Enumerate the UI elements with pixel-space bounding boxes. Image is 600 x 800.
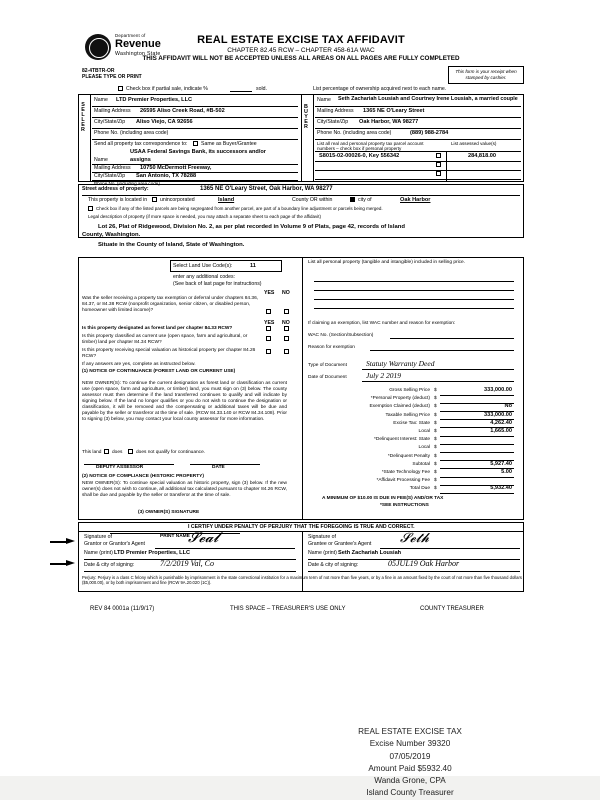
amount-value-3: 333,000.00 [484, 411, 512, 418]
buyer-citystate-label: City/State/Zip [317, 119, 349, 125]
see-back-label: (See back of last page for instructions) [173, 281, 262, 287]
see-instructions-note: *SEE INSTRUCTIONS [380, 503, 429, 508]
amount-label-2: Exemption Claimed (deduct) [369, 404, 430, 410]
amount-value-10: 5.00 [501, 469, 512, 475]
form-number: 82-4TBTR-OR [82, 68, 115, 74]
grantor-date-city-value: 7/2/2019 Val, Co [160, 559, 215, 568]
land-does-not-label: does not qualify for continuance. [136, 450, 206, 455]
q2-no-checkbox[interactable] [284, 326, 289, 331]
taxpayer-name-line2: assigns [130, 157, 151, 163]
form-title: REAL ESTATE EXCISE TAX AFFIDAVIT [197, 34, 405, 46]
legal-line-2: County, Washington. [82, 232, 141, 238]
land-does-label: does [112, 450, 123, 455]
amount-label-9: Subtotal [412, 461, 430, 467]
personal-property-checkbox-2[interactable] [436, 162, 441, 167]
amount-currency-8: $ [434, 453, 437, 459]
street-address-value: 1365 NE O'Leary Street, Oak Harbor, WA 98277 [200, 186, 333, 192]
stamp-line1: REAL ESTATE EXCISE TAX [358, 727, 462, 736]
amount-label-10: *State Technology Fee [381, 470, 430, 475]
assessed-value-value: 284,818.00 [468, 153, 496, 159]
document-date-label: Date of Document [308, 375, 347, 380]
grantee-date-city-label: Date & city of signing: [308, 562, 359, 568]
legal-line-3: Situate in the County of Island, State of Washington. [98, 242, 245, 248]
amount-label-12: Total Due [409, 486, 430, 492]
question-1: Was the seller receiving a property tax exemption or deferral under chapters 84.36, 84.37, or 84.38 RCW (nonprofit organization, senior citizen, or disabled person, homeowner with limited income)? [82, 296, 259, 313]
amount-currency-5: $ [434, 429, 437, 434]
yes-header-1: YES [264, 290, 275, 296]
grantee-signature-label2: Grantee or Grantee's Agent [308, 541, 372, 547]
amount-rule-12 [440, 493, 514, 494]
amount-label-0: Gross Selling Price [389, 388, 430, 393]
seller-name-value: LTD Premier Properties, LLC [116, 97, 193, 103]
amount-label-1: *Personal Property (deduct) [370, 396, 430, 402]
yes-header-2: YES [264, 320, 275, 326]
q3-no-checkbox[interactable] [284, 336, 289, 341]
grantor-signature-arrow [50, 538, 76, 545]
continuance-body: NEW OWNER(S): To continue the current designation as forest land or classification as current use (open space, farm and agriculture, or timber) land, you must sign on (3) below. The county assessor must then determine if the land transferred continues to qualify and will indicate by signing below. If the land no longer qualifies or you do not wish to continue the designation or classification, it will be removed and the compensating or additional taxes will be due and payable by the seller or transferor at the time of sale. (RCW 84.33.140 or RCW 84.34.108). Prior to signing (3) below, you may contact your local county assessor for more information. [82, 381, 287, 422]
document-date-value: July 2 2019 [366, 371, 401, 380]
located-in-label: This property is located in [88, 197, 148, 203]
personal-property-checkbox-3[interactable] [436, 171, 441, 176]
land-use-label: Select Land Use Code(s): [173, 263, 233, 269]
city-checkbox[interactable] [350, 197, 355, 202]
partial-sale-label: Check box if partial sale, indicate % [126, 86, 208, 92]
segregation-checkbox[interactable] [88, 206, 93, 211]
seller-mailing-label: Mailing Address [94, 108, 131, 114]
exemption-reason-label: Reason for exemption [308, 345, 355, 350]
form-subtitle2: THIS AFFIDAVIT WILL NOT BE ACCEPTED UNLESS ALL AREAS ON ALL PAGES ARE FULLY COMPLETED [142, 55, 460, 62]
form-subtitle: CHAPTER 82.45 RCW – CHAPTER 458-61A WAC [227, 47, 375, 54]
seller-side-label: SELLER [80, 102, 86, 132]
city-value: Oak Harbor [400, 197, 431, 203]
amount-label-8: *Delinquent Penalty [387, 453, 430, 459]
taxpayer-mailing-label: Mailing Address [94, 165, 131, 171]
grantor-signature-label: Signature of [84, 534, 112, 540]
buyer-mailing-value: 1365 NE O'Leary Street [363, 108, 425, 114]
amount-currency-2: $ [434, 404, 437, 410]
continuance-heading: (1) NOTICE OF CONTINUANCE (FOREST LAND OR CURRENT USE) [82, 369, 236, 374]
same-as-buyer-checkbox[interactable] [193, 141, 198, 146]
amount-rule-0 [440, 395, 514, 396]
taxpayer-phone-label: Phone No. (including area code) [94, 181, 160, 186]
land-does-checkbox[interactable] [104, 449, 109, 454]
seller-citystate-value: Aliso Viejo, CA 92656 [136, 119, 193, 125]
agency-line2: Revenue [115, 38, 161, 50]
q2-yes-checkbox[interactable] [266, 326, 271, 331]
land-does-not-checkbox[interactable] [128, 449, 133, 454]
document-type-value: Statuty Warranty Deed [366, 359, 435, 368]
amount-value-0: 333,000.00 [484, 387, 512, 393]
compliance-body: NEW OWNER(S): To continue special valuation as historic property, sign (3) below. If the new owner(s) does not wish to continue, all additional tax calculated pursuant to chapter 84.26 RCW, shall be due and payable by the seller or transferor at the time of sale. [82, 481, 287, 498]
amount-label-5: Local [418, 429, 430, 434]
legal-line-1: Lot 26, Plat of Ridgewood, Division No. 2, as per plat recorded in Volume 9 of Plats, page 42, records of Island [98, 224, 405, 230]
perjury-note: Perjury: Perjury is a class C felony which is punishable by imprisonment in the state correctional institution for a maximum term of not more than five years, or by a fine in an amount fixed by the court of not more than five thousand dollars ($5,000.00), or by both imprisonment and fine (RCW 9A.20.020 (1C)). [82, 575, 522, 586]
amount-label-3: Taxable Selling Price [385, 412, 430, 418]
amount-rule-10 [440, 477, 514, 478]
grantee-signature: 𝓢𝓮𝓽𝓱 [400, 530, 430, 545]
agency-line1: Department of [115, 33, 146, 38]
amount-currency-6: $ [434, 437, 437, 443]
amount-currency-9: $ [434, 461, 437, 467]
partial-sale-checkbox[interactable] [118, 86, 123, 91]
compliance-heading: (2) NOTICE OF COMPLIANCE (HISTORIC PROPERTY) [82, 474, 204, 479]
buyer-phone-value: (889) 988-2784 [410, 130, 449, 136]
q4-yes-checkbox[interactable] [266, 349, 271, 354]
grantor-signature-label2: Grantor or Grantor's Agent [84, 541, 145, 547]
form-rev: REV 84 0001a (11/9/17) [90, 606, 155, 612]
parcel-header-line1: List all real and personal property tax parcel account [317, 141, 424, 146]
unincorporated-label: unincorporated [160, 197, 195, 203]
grantee-name-print-label: Name (print) [308, 550, 337, 556]
if-any-yes-note: If any answers are yes, complete as instructed below. [82, 362, 196, 367]
amount-value-12: 5,932.40 [490, 485, 512, 492]
buyer-side-label: BUYER [303, 104, 309, 129]
unincorporated-checkbox[interactable] [152, 197, 157, 202]
parcel-number-value: S8015-02-00026-0, Key 556342 [319, 153, 400, 159]
certify-heading: I CERTIFY UNDER PENALTY OF PERJURY THAT THE FOREGOING IS TRUE AND CORRECT. [188, 524, 415, 530]
agency-line3: Washington State [115, 51, 161, 57]
amount-label-7: Local [418, 445, 430, 451]
assessed-value-header: List assessed value(s) [451, 141, 497, 146]
assessor-date-label: DATE [212, 465, 225, 470]
parcel-header-line2: numbers – check box if personal property [317, 146, 402, 151]
stamp-line4: Amount Paid $5932.40 [368, 763, 452, 773]
buyer-name-label: Name [317, 97, 331, 103]
amount-currency-3: $ [434, 412, 437, 418]
no-header-1: NO [282, 290, 290, 296]
grantee-date-city-value: 05JUL19 Oak Harbor [388, 559, 460, 568]
same-as-buyer-label: Same as Buyer/Grantee [201, 141, 257, 147]
taxpayer-name-line1: USAA Federal Savings Bank, its successors and/or [130, 149, 266, 155]
personal-property-list-label: List all personal property (tangible and intangible) included in selling price. [308, 260, 466, 265]
amount-value-2: No [504, 403, 512, 410]
grantor-date-city-label: Date & city of signing: [84, 562, 135, 568]
buyer-phone-label: Phone No. (including area code) [317, 130, 392, 136]
legal-description-note: Legal description of property (if more space is needed, you may attach a separate sheet to each page of the affidavit) [88, 214, 322, 219]
amount-label-6: *Delinquent Interest: State [374, 437, 430, 443]
stamp-line2: Excise Number 39320 [369, 739, 451, 749]
print-name-label: PRINT NAME [160, 534, 190, 539]
grantor-signature: 𝓢𝓮𝓪𝓵 [188, 531, 219, 546]
treasurer-space-label: THIS SPACE – TREASURER'S USE ONLY [230, 606, 346, 612]
amount-currency-1: $ [434, 396, 437, 402]
amount-rule-6 [440, 444, 514, 445]
affidavit-form [70, 28, 532, 728]
segregation-note: Check box if any of the listed parcels are being segregated from another parcel, are part of a boundary line adjustment or parcels being merged. [96, 206, 383, 211]
no-header-2: NO [282, 320, 290, 326]
grantee-signature-label: Signature of [308, 534, 336, 540]
minimum-due-note: A MINIMUM OF $10.00 IS DUE IN FEE(S) AND/OR TAX [322, 496, 444, 501]
deputy-assessor-label: DEPUTY ASSESSOR [96, 465, 144, 470]
treasurer-stamp [285, 726, 535, 800]
buyer-citystate-value: Oak Harbor, WA 98277 [359, 119, 419, 125]
street-address-label: Street address of property: [82, 186, 149, 192]
personal-property-checkbox-1[interactable] [436, 153, 441, 158]
seller-name-label: Name [94, 97, 108, 103]
owner-signature-label: (3) OWNER(S) SIGNATURE [138, 510, 200, 515]
stamp-line6: Island County Treasurer [366, 788, 454, 798]
amount-rule-7 [440, 452, 514, 453]
ownership-percent-note: List percentage of ownership acquired next to each name. [313, 86, 447, 92]
taxpayer-name-label: Name [94, 157, 108, 163]
form-print-instruction: PLEASE TYPE OR PRINT [82, 74, 142, 80]
exemption-claim-label: If claiming an exemption, list WAC number and reason for exemption: [308, 321, 456, 326]
located-county-value: Island [218, 197, 235, 203]
partial-sale-sold: sold. [256, 86, 267, 92]
taxpayer-mailing-value: 10750 McDermott Freeway, [140, 165, 212, 171]
amount-currency-10: $ [434, 470, 437, 475]
grantor-date-arrow [50, 560, 76, 567]
city-of-label: city of [358, 197, 372, 203]
taxpayer-citystate-value: San Antonio, TX 78288 [136, 173, 197, 179]
q3-yes-checkbox[interactable] [266, 336, 271, 341]
land-use-value: 11 [250, 263, 256, 269]
buyer-name-value: Seth Zachariah Lousiah and Courtney Irene Lousiah, a married couple [338, 96, 518, 102]
amount-currency-12: $ [434, 486, 437, 492]
amount-currency-4: $ [434, 420, 437, 426]
q4-no-checkbox[interactable] [284, 349, 289, 354]
amount-currency-0: $ [434, 388, 437, 393]
receipt-stamp-note: This form is your receipt when stamped by cashier. [448, 66, 524, 84]
question-3: Is this property classified as current use (open space, farm and agricultural, or timber) land per chapter 84.34 RCW? [82, 334, 248, 345]
q1-yes-checkbox[interactable] [266, 309, 271, 314]
grantor-name-print-value: LTD Premier Properties, LLC [114, 550, 191, 556]
amount-label-11: *Affidavit Processing Fee [376, 478, 430, 484]
seller-phone-label: Phone No. (including area code) [94, 130, 169, 136]
amount-label-4: Excise Tax: State [393, 420, 430, 426]
q1-no-checkbox[interactable] [284, 309, 289, 314]
this-land-label: This land [82, 450, 102, 455]
amount-rule-5 [440, 436, 514, 437]
question-2: Is this property designated as forest land per chapter 84.33 RCW? [82, 326, 233, 331]
seller-citystate-label: City/State/Zip [94, 119, 126, 125]
grantor-name-print-label: Name (print) [84, 550, 113, 556]
amount-value-9: 5,927.40 [490, 460, 512, 467]
county-or-label: County OR within [292, 197, 333, 203]
stamp-line3: 07/05/2019 [389, 751, 431, 761]
taxpayer-citystate-label: City/State/Zip [94, 173, 126, 179]
seller-mailing-value: 26595 Aliso Creek Road, #B-502 [140, 108, 225, 114]
enter-additional-codes-label: enter any additional codes: [173, 274, 236, 280]
amount-value-4: 4,262.40 [490, 419, 512, 426]
amount-value-5: 1,665.00 [490, 428, 512, 434]
county-treasurer-label: COUNTY TREASURER [420, 606, 484, 612]
amount-currency-7: $ [434, 445, 437, 451]
grantee-name-print-value: Seth Zachariah Lousiah [338, 550, 402, 556]
document-type-label: Type of Document [308, 363, 347, 368]
question-4: Is this property receiving special valuation as historical property per chapter 84.26 RCW? [82, 348, 256, 359]
stamp-line5: Wanda Grone, CPA [374, 776, 446, 786]
amount-currency-11: $ [434, 478, 437, 484]
buyer-mailing-label: Mailing Address [317, 108, 354, 114]
wac-number-label: WAC No. (Section/Subsection) [308, 333, 374, 338]
send-correspondence-label: Send all property tax correspondence to: [94, 141, 188, 147]
